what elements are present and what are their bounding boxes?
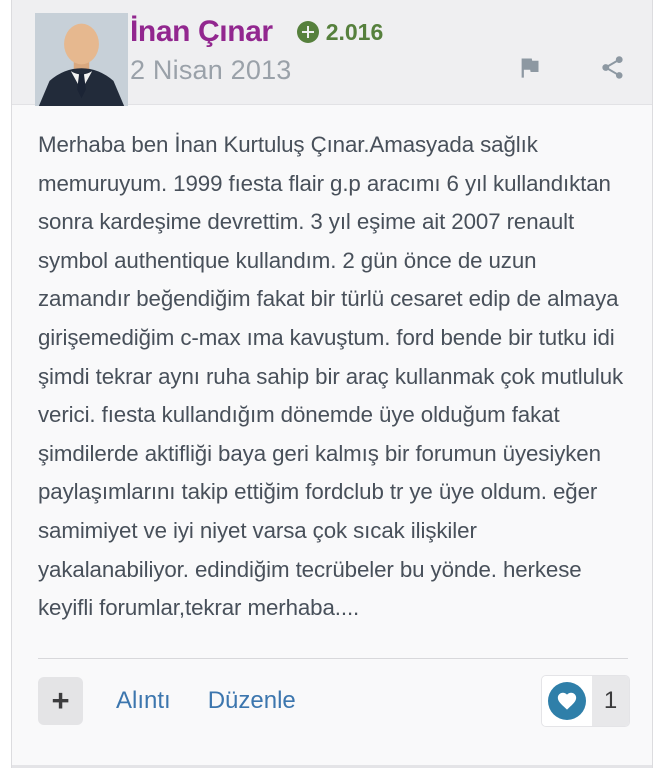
reputation-badge[interactable]: [297, 19, 384, 46]
author-name-row: [130, 15, 383, 49]
reaction-widget[interactable]: [541, 675, 630, 727]
post-header-actions: [516, 54, 626, 81]
plus-circle-icon: [297, 21, 319, 43]
post-footer: [38, 675, 630, 727]
post-body: [12, 105, 652, 628]
avatar[interactable]: [35, 13, 128, 106]
multiquote-plus-button[interactable]: [38, 677, 83, 725]
post-date: 2 Nisan 2013: [130, 55, 292, 85]
share-icon: [599, 54, 626, 81]
reaction-count[interactable]: 1: [592, 676, 629, 726]
heart-icon: [548, 682, 586, 720]
plus-icon: +: [51, 682, 70, 718]
report-flag-button[interactable]: [516, 54, 543, 81]
forum-post-card: [11, 0, 653, 768]
edit-link[interactable]: Düzenle: [207, 686, 296, 714]
footer-divider: [38, 658, 628, 659]
post-author-info: [130, 15, 383, 86]
author-username-link[interactable]: İnan Çınar: [130, 15, 273, 48]
reputation-value: 2.016: [325, 18, 384, 45]
share-button[interactable]: [599, 54, 626, 81]
flag-icon: [516, 54, 543, 81]
post-text: Merhaba ben İnan Kurtuluş Çınar.Amasyada sağlık memuruyum. 1999 fıesta flair g.p aracımı 6 yıl kullandıktan sonra kardeşime devrettim. 3 yıl eşime ait 2007 renault symbol authentique kullandım. 2 gün önce de uzun zamandır beğendiğim fakat bir türlü cesaret edip de almaya girişemediğim c-max ıma kavuştum. ford bende bir tutku idi şimdi tekrar aynı ruha sahip bir araç kullanmak çok mutluluk verici. fıesta kullandığım dönemde üye olduğum fakat şimdilerde aktifliği baya geri kalmış bir forumun üyesiyken paylaşımlarını takip ettiğim fordclub tr ye üye oldum. eğer samimiyet ve iyi niyet varsa çok sıcak ilişkiler yakalanabiliyor. edindiğim tecrübeler bu yönde. herkese keyifli forumlar,tekrar merhaba....: [38, 132, 624, 621]
quote-link[interactable]: Alıntı: [116, 686, 171, 714]
post-header: [12, 0, 652, 105]
reaction-heart-cell[interactable]: [542, 676, 592, 726]
